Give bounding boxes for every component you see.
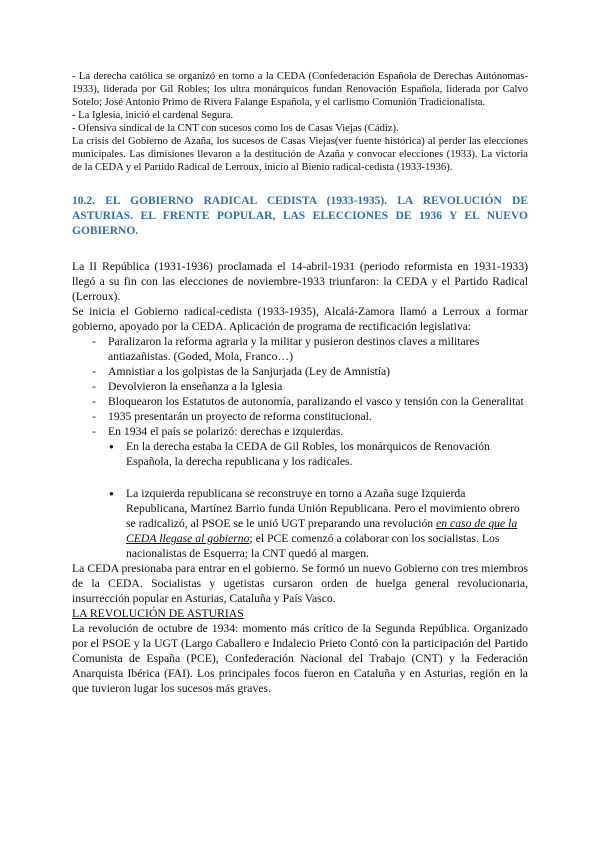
intro-line-azana-crisis: La crisis del Gobierno de Azaña, los sucesos de Casas Viejas(ver fuente histórica) al perder las elecciones municipales. Las dimisiones llevaron a la destitución de Azaña y convocar elecciones (1933). La victoria de la CEDA y el Partido Radical de Lerroux, inicio al Bienio radical-cedista (1933-1936).	[72, 136, 528, 173]
document-page	[72, 70, 528, 696]
list-item: - 1935 presentarán un proyecto de reforma constitucional.	[72, 409, 528, 424]
intro-line-church: - La Iglesia, inició el cardenal Segura.	[72, 110, 234, 121]
paragraph-radical-cedista: Se inicia el Gobierno radical-cedista (1933-1935), Alcalá-Zamora llamó a Lerroux a formar gobierno, apoyado por la CEDA. Aplicación de programa de rectificación legislativa:	[72, 305, 528, 333]
bullet-left-text: La izquierda republicana se reconstruye en torno a Azaña suge Izquierda Republicana, Martínez Barrio funda Unión Republicana. Pero el movimiento obrero se radicalizó, al PSOE se le unió UGT preparando una revolución	[126, 487, 520, 530]
subheading-asturias: LA REVOLUCIÓN DE ASTURIAS	[72, 607, 244, 620]
bullet-right-wing: ● En la derecha estaba la CEDA de Gil Robles, los monárquicos de Renovación Española, la derecha republicana y los radicales.	[72, 439, 528, 469]
polarization-list	[72, 439, 528, 469]
bullet-left-emphasis: en caso de que la CEDA llegase al gobierno	[126, 517, 518, 545]
list-item: - Bloquearon los Estatutos de autonomía, paralizando el vasco y tensión con la Generalitat	[72, 394, 528, 409]
bullet-left-wing	[72, 486, 528, 561]
paragraph-republic: La II República (1931-1936) proclamada el 14-abril-1931 (periodo reformista en 1931-1933) llegó a su fin con las elecciones de noviembre-1933 triunfaron: la CEDA y el Partido Radical (Lerroux).	[72, 260, 528, 303]
spacer	[72, 469, 528, 486]
list-item: - Paralizaron la reforma agraria y la militar y pusieron destinos claves a militares antiazañistas. (Goded, Mola, Franco…)	[72, 334, 528, 364]
list-item: - Devolvieron la enseñanza a la Iglesia	[72, 379, 528, 394]
list-item: - En 1934 el país se polarizó: derechas e izquierdas.	[72, 424, 528, 439]
paragraph-october-revolution: La revolución de octubre de 1934: momento más crítico de la Segunda República. Organizado por el PSOE y la UGT (Largo Caballero e Indalecio Prieto Contó con la participación del Partido Comunista de España (PCE), Confederación Nacional del Trabajo (CNT) y la Federación Anarquista Ibérica (FAI). Los principales focos fueron en Cataluña y en Asturias, región en la que tuvieron lugar los sucesos más graves.	[72, 622, 528, 695]
legislative-list	[72, 334, 528, 439]
intro-line-catholic-right: - La derecha católica se organizó en torno a la CEDA (Confederación Española de Derechas Autónomas-1933), liderada por Gil Robles; los ultra monárquicos fundan Renovación Española, liderada por Calvo Sotelo; José Antonio Primo de Rivera Falange Española, y el carlismo Comunión Tradicionalista.	[72, 71, 528, 108]
list-item: - Amnistiar a los golpistas de la Sanjurjada (Ley de Amnistía)	[72, 364, 528, 379]
section-heading: 10.2. EL GOBIERNO RADICAL CEDISTA (1933-1935). LA REVOLUCIÓN DE ASTURIAS. EL FRENTE POPULAR, LAS ELECCIONES DE 1936 Y EL NUEVO GOBIERNO.	[72, 195, 528, 237]
paragraph-ceda-pressure: La CEDA presionaba para entrar en el gobierno. Se formó un nuevo Gobierno con tres miembros de la CEDA. Socialistas y ugetistas cursaron orden de huelga general revolucionaria, insurrección popular en Asturias, Cataluña y País Vasco.	[72, 562, 528, 605]
intro-line-cnt: - Ofensiva sindical de la CNT con sucesos como los de Casas Viejas (Cádiz).	[72, 123, 399, 134]
polarization-list-left	[72, 486, 528, 561]
bullet-left-text-end: ; el PCE comenzó a colaborar con los socialistas. Los nacionalistas de Esquerra; la CNT quedó al margen.	[126, 532, 500, 560]
